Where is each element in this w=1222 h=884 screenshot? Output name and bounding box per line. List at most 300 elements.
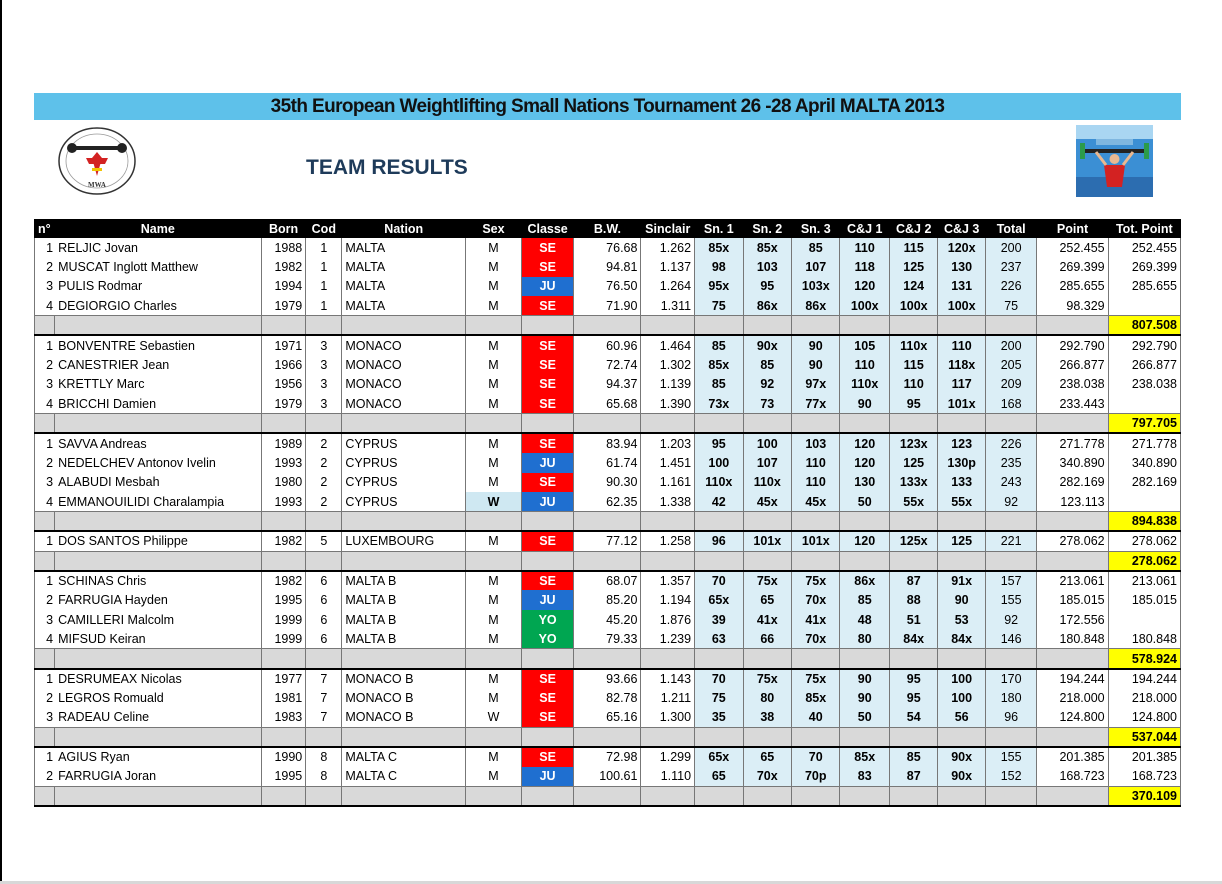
clean-jerk-2: 133x [889, 473, 937, 493]
rank-cell [35, 688, 55, 708]
total: 92 [985, 610, 1037, 630]
snatch-2: 70x [743, 767, 791, 787]
clean-jerk-3: 90 [938, 590, 985, 610]
subtotal-empty-cell [54, 649, 261, 669]
subtotal-empty-cell [342, 512, 466, 532]
born-year: 1993 [261, 453, 305, 473]
tot-point: 269.399 [1108, 257, 1180, 277]
snatch-1: 85x [695, 355, 743, 375]
col-header-sex: Sex [466, 220, 522, 238]
athlete-name-text: BRICCHI Damien [58, 396, 157, 411]
table-row [35, 669, 1181, 689]
subtotal-empty-cell [792, 414, 840, 434]
clean-jerk-2: 124 [889, 277, 937, 297]
snatch-2: 86x [743, 296, 791, 316]
sinclair: 1.876 [641, 610, 695, 630]
body-weight: 93.66 [574, 669, 641, 689]
tot-point [1108, 610, 1180, 630]
clean-jerk-3: 84x [938, 629, 985, 649]
clean-jerk-2: 115 [889, 355, 937, 375]
snatch-2: 85x [743, 238, 791, 258]
snatch-2: 65 [743, 590, 791, 610]
subtotal-empty-cell [35, 649, 55, 669]
snatch-1: 95 [695, 433, 743, 453]
body-weight: 71.90 [574, 296, 641, 316]
sinclair: 1.302 [641, 355, 695, 375]
tot-point: 124.800 [1108, 708, 1180, 728]
rank-number: 1 [46, 573, 54, 588]
athlete-name-text: PULIS Rodmar [58, 279, 143, 294]
subtotal-empty-cell [743, 512, 791, 532]
col-header-point: Point [1037, 220, 1108, 238]
body-weight: 62.35 [574, 492, 641, 512]
total: 226 [985, 277, 1037, 297]
snatch-2: 41x [743, 610, 791, 630]
clean-jerk-2: 87 [889, 571, 937, 591]
subtotal-empty-cell [466, 786, 522, 806]
subtotal-empty-cell [985, 786, 1037, 806]
point: 278.062 [1037, 531, 1108, 551]
snatch-2: 66 [743, 629, 791, 649]
snatch-2: 101x [743, 531, 791, 551]
clean-jerk-2: 115 [889, 238, 937, 258]
sinclair: 1.262 [641, 238, 695, 258]
athlete-name-text: MUSCAT Inglott Matthew [58, 259, 198, 274]
athlete-name [54, 708, 261, 728]
born-year: 1977 [261, 669, 305, 689]
athlete-name [54, 492, 261, 512]
point: 285.655 [1037, 277, 1108, 297]
born-year: 1983 [261, 708, 305, 728]
nation: CYPRUS [342, 492, 466, 512]
subtotal-empty-cell [342, 551, 466, 571]
subtotal-empty-cell [840, 512, 890, 532]
rank-cell [35, 296, 55, 316]
snatch-1: 42 [695, 492, 743, 512]
clean-jerk-3: 91x [938, 571, 985, 591]
athlete-name-text: EMMANOUILIDI Charalampia [58, 494, 225, 509]
clean-jerk-1: 110x [840, 375, 890, 395]
born-year: 1982 [261, 571, 305, 591]
col-header-sinclair: Sinclair [641, 220, 695, 238]
rank-number: 2 [46, 690, 54, 705]
clean-jerk-1: 83 [840, 767, 890, 787]
clean-jerk-3: 90x [938, 767, 985, 787]
sinclair: 1.311 [641, 296, 695, 316]
clean-jerk-1: 130 [840, 473, 890, 493]
tot-point: 201.385 [1108, 747, 1180, 767]
snatch-3: 86x [792, 296, 840, 316]
athlete-name [54, 747, 261, 767]
subtotal-empty-cell [641, 649, 695, 669]
rank-number: 3 [46, 279, 54, 294]
snatch-1: 65x [695, 590, 743, 610]
subtotal-empty-cell [641, 551, 695, 571]
born-year: 1981 [261, 688, 305, 708]
born-year: 1980 [261, 473, 305, 493]
subtotal-empty-cell [985, 512, 1037, 532]
table-row [35, 433, 1181, 453]
clean-jerk-3: 90x [938, 747, 985, 767]
class-badge: SE [521, 375, 574, 395]
point: 282.169 [1037, 473, 1108, 493]
col-header-bw: B.W. [574, 220, 641, 238]
total: 180 [985, 688, 1037, 708]
subtotal-empty-cell [889, 786, 937, 806]
snatch-2: 75x [743, 669, 791, 689]
sex: M [466, 767, 522, 787]
athlete-name [54, 238, 261, 258]
subtotal-empty-cell [889, 512, 937, 532]
rank-cell [35, 571, 55, 591]
sex: M [466, 433, 522, 453]
class-badge: SE [521, 355, 574, 375]
subtotal-empty-cell [466, 316, 522, 336]
tot-point: 278.062 [1108, 531, 1180, 551]
body-weight: 100.61 [574, 767, 641, 787]
rank-number: 1 [46, 436, 54, 451]
snatch-2: 73 [743, 394, 791, 414]
born-year: 1994 [261, 277, 305, 297]
snatch-3: 85x [792, 688, 840, 708]
clean-jerk-1: 90 [840, 669, 890, 689]
point: 238.038 [1037, 375, 1108, 395]
subtotal-empty-cell [466, 649, 522, 669]
athlete-name-text: NEDELCHEV Antonov Ivelin [58, 455, 216, 470]
col-header-cod: Cod [306, 220, 342, 238]
subtotal-empty-cell [889, 414, 937, 434]
subtotal-empty-cell [985, 649, 1037, 669]
snatch-1: 95x [695, 277, 743, 297]
team-code: 8 [306, 767, 342, 787]
table-row [35, 747, 1181, 767]
athlete-name-text: SCHINAS Chris [58, 573, 147, 588]
class-badge: SE [521, 688, 574, 708]
snatch-2: 90x [743, 335, 791, 355]
subtotal-empty-cell [466, 512, 522, 532]
subtotal-empty-cell [521, 316, 574, 336]
class-badge: JU [521, 767, 574, 787]
rank-number: 4 [46, 396, 54, 411]
class-badge: SE [521, 257, 574, 277]
point: 172.556 [1037, 610, 1108, 630]
born-year: 1989 [261, 433, 305, 453]
sex: W [466, 492, 522, 512]
subtotal-empty-cell [261, 316, 305, 336]
athlete-name-text: DESRUMEAX Nicolas [58, 671, 182, 686]
point: 271.778 [1037, 433, 1108, 453]
subtotal-empty-cell [938, 551, 985, 571]
clean-jerk-1: 50 [840, 708, 890, 728]
clean-jerk-2: 88 [889, 590, 937, 610]
sex: M [466, 277, 522, 297]
clean-jerk-3: 100 [938, 669, 985, 689]
snatch-2: 75x [743, 571, 791, 591]
total: 155 [985, 747, 1037, 767]
clean-jerk-3: 120x [938, 238, 985, 258]
clean-jerk-1: 85x [840, 747, 890, 767]
snatch-3: 85 [792, 238, 840, 258]
tot-point: 340.890 [1108, 453, 1180, 473]
subtotal-empty-cell [521, 512, 574, 532]
subtotal-empty-cell [641, 512, 695, 532]
class-badge: SE [521, 531, 574, 551]
clean-jerk-3: 101x [938, 394, 985, 414]
svg-text:MWA: MWA [88, 181, 106, 189]
sinclair: 1.264 [641, 277, 695, 297]
tot-point: 271.778 [1108, 433, 1180, 453]
rank-cell [35, 355, 55, 375]
rank-number: 2 [46, 769, 54, 784]
subtotal-empty-cell [261, 786, 305, 806]
sinclair: 1.211 [641, 688, 695, 708]
team-results-table [34, 219, 1181, 807]
subtotal-empty-cell [743, 414, 791, 434]
table-row [35, 767, 1181, 787]
subtotal-empty-cell [743, 727, 791, 747]
clean-jerk-1: 90 [840, 688, 890, 708]
sinclair: 1.299 [641, 747, 695, 767]
subtotal-empty-cell [889, 649, 937, 669]
sinclair: 1.110 [641, 767, 695, 787]
point: 266.877 [1037, 355, 1108, 375]
clean-jerk-2: 84x [889, 629, 937, 649]
mwa-logo-icon [56, 126, 138, 196]
subtotal-empty-cell [521, 786, 574, 806]
team-code: 3 [306, 355, 342, 375]
sinclair: 1.390 [641, 394, 695, 414]
team-total-point: 578.924 [1108, 649, 1180, 669]
snatch-3: 90 [792, 355, 840, 375]
snatch-3: 40 [792, 708, 840, 728]
total: 92 [985, 492, 1037, 512]
rank-number: 3 [46, 612, 54, 627]
body-weight: 79.33 [574, 629, 641, 649]
rank-number: 1 [46, 534, 54, 549]
subtotal-empty-cell [792, 551, 840, 571]
sex: M [466, 296, 522, 316]
col-header-name: Name [54, 220, 261, 238]
class-badge: SE [521, 238, 574, 258]
nation: LUXEMBOURG [342, 531, 466, 551]
sex: M [466, 355, 522, 375]
team-total-point: 894.838 [1108, 512, 1180, 532]
nation: MONACO [342, 355, 466, 375]
team-subtotal-row [35, 316, 1181, 336]
snatch-2: 85 [743, 355, 791, 375]
table-row [35, 238, 1181, 258]
clean-jerk-3: 130p [938, 453, 985, 473]
clean-jerk-3: 100x [938, 296, 985, 316]
team-code: 7 [306, 708, 342, 728]
table-row [35, 492, 1181, 512]
snatch-1: 98 [695, 257, 743, 277]
sex: W [466, 708, 522, 728]
subtotal-empty-cell [889, 551, 937, 571]
class-badge: YO [521, 610, 574, 630]
rank-number: 1 [46, 671, 54, 686]
snatch-3: 101x [792, 531, 840, 551]
team-total-point: 370.109 [1108, 786, 1180, 806]
athlete-name [54, 394, 261, 414]
sinclair: 1.161 [641, 473, 695, 493]
team-subtotal-row [35, 414, 1181, 434]
subtotal-empty-cell [840, 786, 890, 806]
sinclair: 1.451 [641, 453, 695, 473]
total: 235 [985, 453, 1037, 473]
body-weight: 90.30 [574, 473, 641, 493]
sinclair: 1.194 [641, 590, 695, 610]
point: 213.061 [1037, 571, 1108, 591]
athlete-name [54, 610, 261, 630]
subtotal-empty-cell [342, 414, 466, 434]
snatch-3: 70x [792, 590, 840, 610]
clean-jerk-3: 125 [938, 531, 985, 551]
clean-jerk-1: 118 [840, 257, 890, 277]
point: 98.329 [1037, 296, 1108, 316]
subtotal-empty-cell [306, 512, 342, 532]
team-subtotal-row [35, 649, 1181, 669]
team-code: 3 [306, 394, 342, 414]
tournament-title: 35th European Weightlifting Small Nations Tournament 26 -28 April MALTA 2013 [34, 93, 1181, 120]
subtotal-empty-cell [695, 512, 743, 532]
subtotal-empty-cell [574, 512, 641, 532]
clean-jerk-3: 123 [938, 433, 985, 453]
col-header-classe: Classe [521, 220, 574, 238]
subtotal-empty-cell [743, 316, 791, 336]
col-header-sn1: Sn. 1 [695, 220, 743, 238]
snatch-1: 70 [695, 669, 743, 689]
team-code: 6 [306, 629, 342, 649]
snatch-1: 96 [695, 531, 743, 551]
subtotal-empty-cell [521, 551, 574, 571]
snatch-3: 41x [792, 610, 840, 630]
subtotal-empty-cell [1037, 727, 1108, 747]
clean-jerk-2: 110 [889, 375, 937, 395]
snatch-1: 65 [695, 767, 743, 787]
clean-jerk-3: 131 [938, 277, 985, 297]
rank-cell [35, 610, 55, 630]
snatch-1: 75 [695, 688, 743, 708]
team-total-point: 797.705 [1108, 414, 1180, 434]
team-code: 7 [306, 669, 342, 689]
nation: MONACO [342, 394, 466, 414]
rank-cell [35, 669, 55, 689]
team-code: 8 [306, 747, 342, 767]
nation: MALTA B [342, 629, 466, 649]
subtotal-empty-cell [889, 727, 937, 747]
snatch-3: 97x [792, 375, 840, 395]
athlete-name-text: AGIUS Ryan [58, 750, 130, 765]
subtotal-empty-cell [840, 649, 890, 669]
sex: M [466, 257, 522, 277]
subtotal-empty-cell [306, 727, 342, 747]
subtotal-empty-cell [574, 414, 641, 434]
table-row [35, 257, 1181, 277]
athlete-name-text: RELJIC Jovan [58, 240, 138, 255]
subtotal-empty-cell [521, 649, 574, 669]
team-subtotal-row [35, 512, 1181, 532]
athlete-name [54, 571, 261, 591]
tot-point: 266.877 [1108, 355, 1180, 375]
total: 205 [985, 355, 1037, 375]
athlete-name-text: CANESTRIER Jean [58, 357, 170, 372]
subtotal-empty-cell [1037, 786, 1108, 806]
subtotal-empty-cell [574, 551, 641, 571]
subtotal-empty-cell [743, 786, 791, 806]
table-row [35, 708, 1181, 728]
subtotal-empty-cell [938, 512, 985, 532]
sex: M [466, 531, 522, 551]
born-year: 1995 [261, 590, 305, 610]
sinclair: 1.300 [641, 708, 695, 728]
subtotal-empty-cell [695, 786, 743, 806]
sinclair: 1.137 [641, 257, 695, 277]
snatch-2: 45x [743, 492, 791, 512]
team-total-point: 278.062 [1108, 551, 1180, 571]
athlete-name-text: KRETTLY Marc [58, 377, 145, 392]
subtotal-empty-cell [1037, 512, 1108, 532]
rank-number: 2 [46, 455, 54, 470]
clean-jerk-1: 90 [840, 394, 890, 414]
snatch-1: 63 [695, 629, 743, 649]
team-code: 3 [306, 335, 342, 355]
total: 75 [985, 296, 1037, 316]
subtotal-empty-cell [695, 649, 743, 669]
team-code: 5 [306, 531, 342, 551]
born-year: 1988 [261, 238, 305, 258]
subtotal-empty-cell [54, 512, 261, 532]
rank-number: 2 [46, 592, 54, 607]
point: 292.790 [1037, 335, 1108, 355]
clean-jerk-1: 80 [840, 629, 890, 649]
nation: MALTA [342, 238, 466, 258]
class-badge: SE [521, 394, 574, 414]
team-code: 2 [306, 433, 342, 453]
subtotal-empty-cell [695, 316, 743, 336]
class-badge: SE [521, 708, 574, 728]
subtotal-empty-cell [466, 727, 522, 747]
subtotal-empty-cell [306, 316, 342, 336]
subtotal-empty-cell [792, 786, 840, 806]
sex: M [466, 571, 522, 591]
subtotal-empty-cell [792, 512, 840, 532]
rank-number: 3 [46, 710, 54, 725]
page-border [0, 0, 2, 884]
col-header-cj2: C&J 2 [889, 220, 937, 238]
subtotal-empty-cell [35, 786, 55, 806]
sinclair: 1.239 [641, 629, 695, 649]
rank-number: 1 [46, 338, 54, 353]
subtotal-empty-cell [35, 551, 55, 571]
snatch-1: 110x [695, 473, 743, 493]
subtotal-empty-cell [938, 414, 985, 434]
snatch-2: 92 [743, 375, 791, 395]
subtotal-empty-cell [54, 551, 261, 571]
total: 200 [985, 335, 1037, 355]
point: 340.890 [1037, 453, 1108, 473]
table-row [35, 590, 1181, 610]
sinclair: 1.139 [641, 375, 695, 395]
nation: MALTA C [342, 767, 466, 787]
class-badge: JU [521, 590, 574, 610]
body-weight: 60.96 [574, 335, 641, 355]
tot-point: 238.038 [1108, 375, 1180, 395]
nation: MALTA B [342, 610, 466, 630]
clean-jerk-3: 117 [938, 375, 985, 395]
rank-number: 4 [46, 631, 54, 646]
total: 157 [985, 571, 1037, 591]
